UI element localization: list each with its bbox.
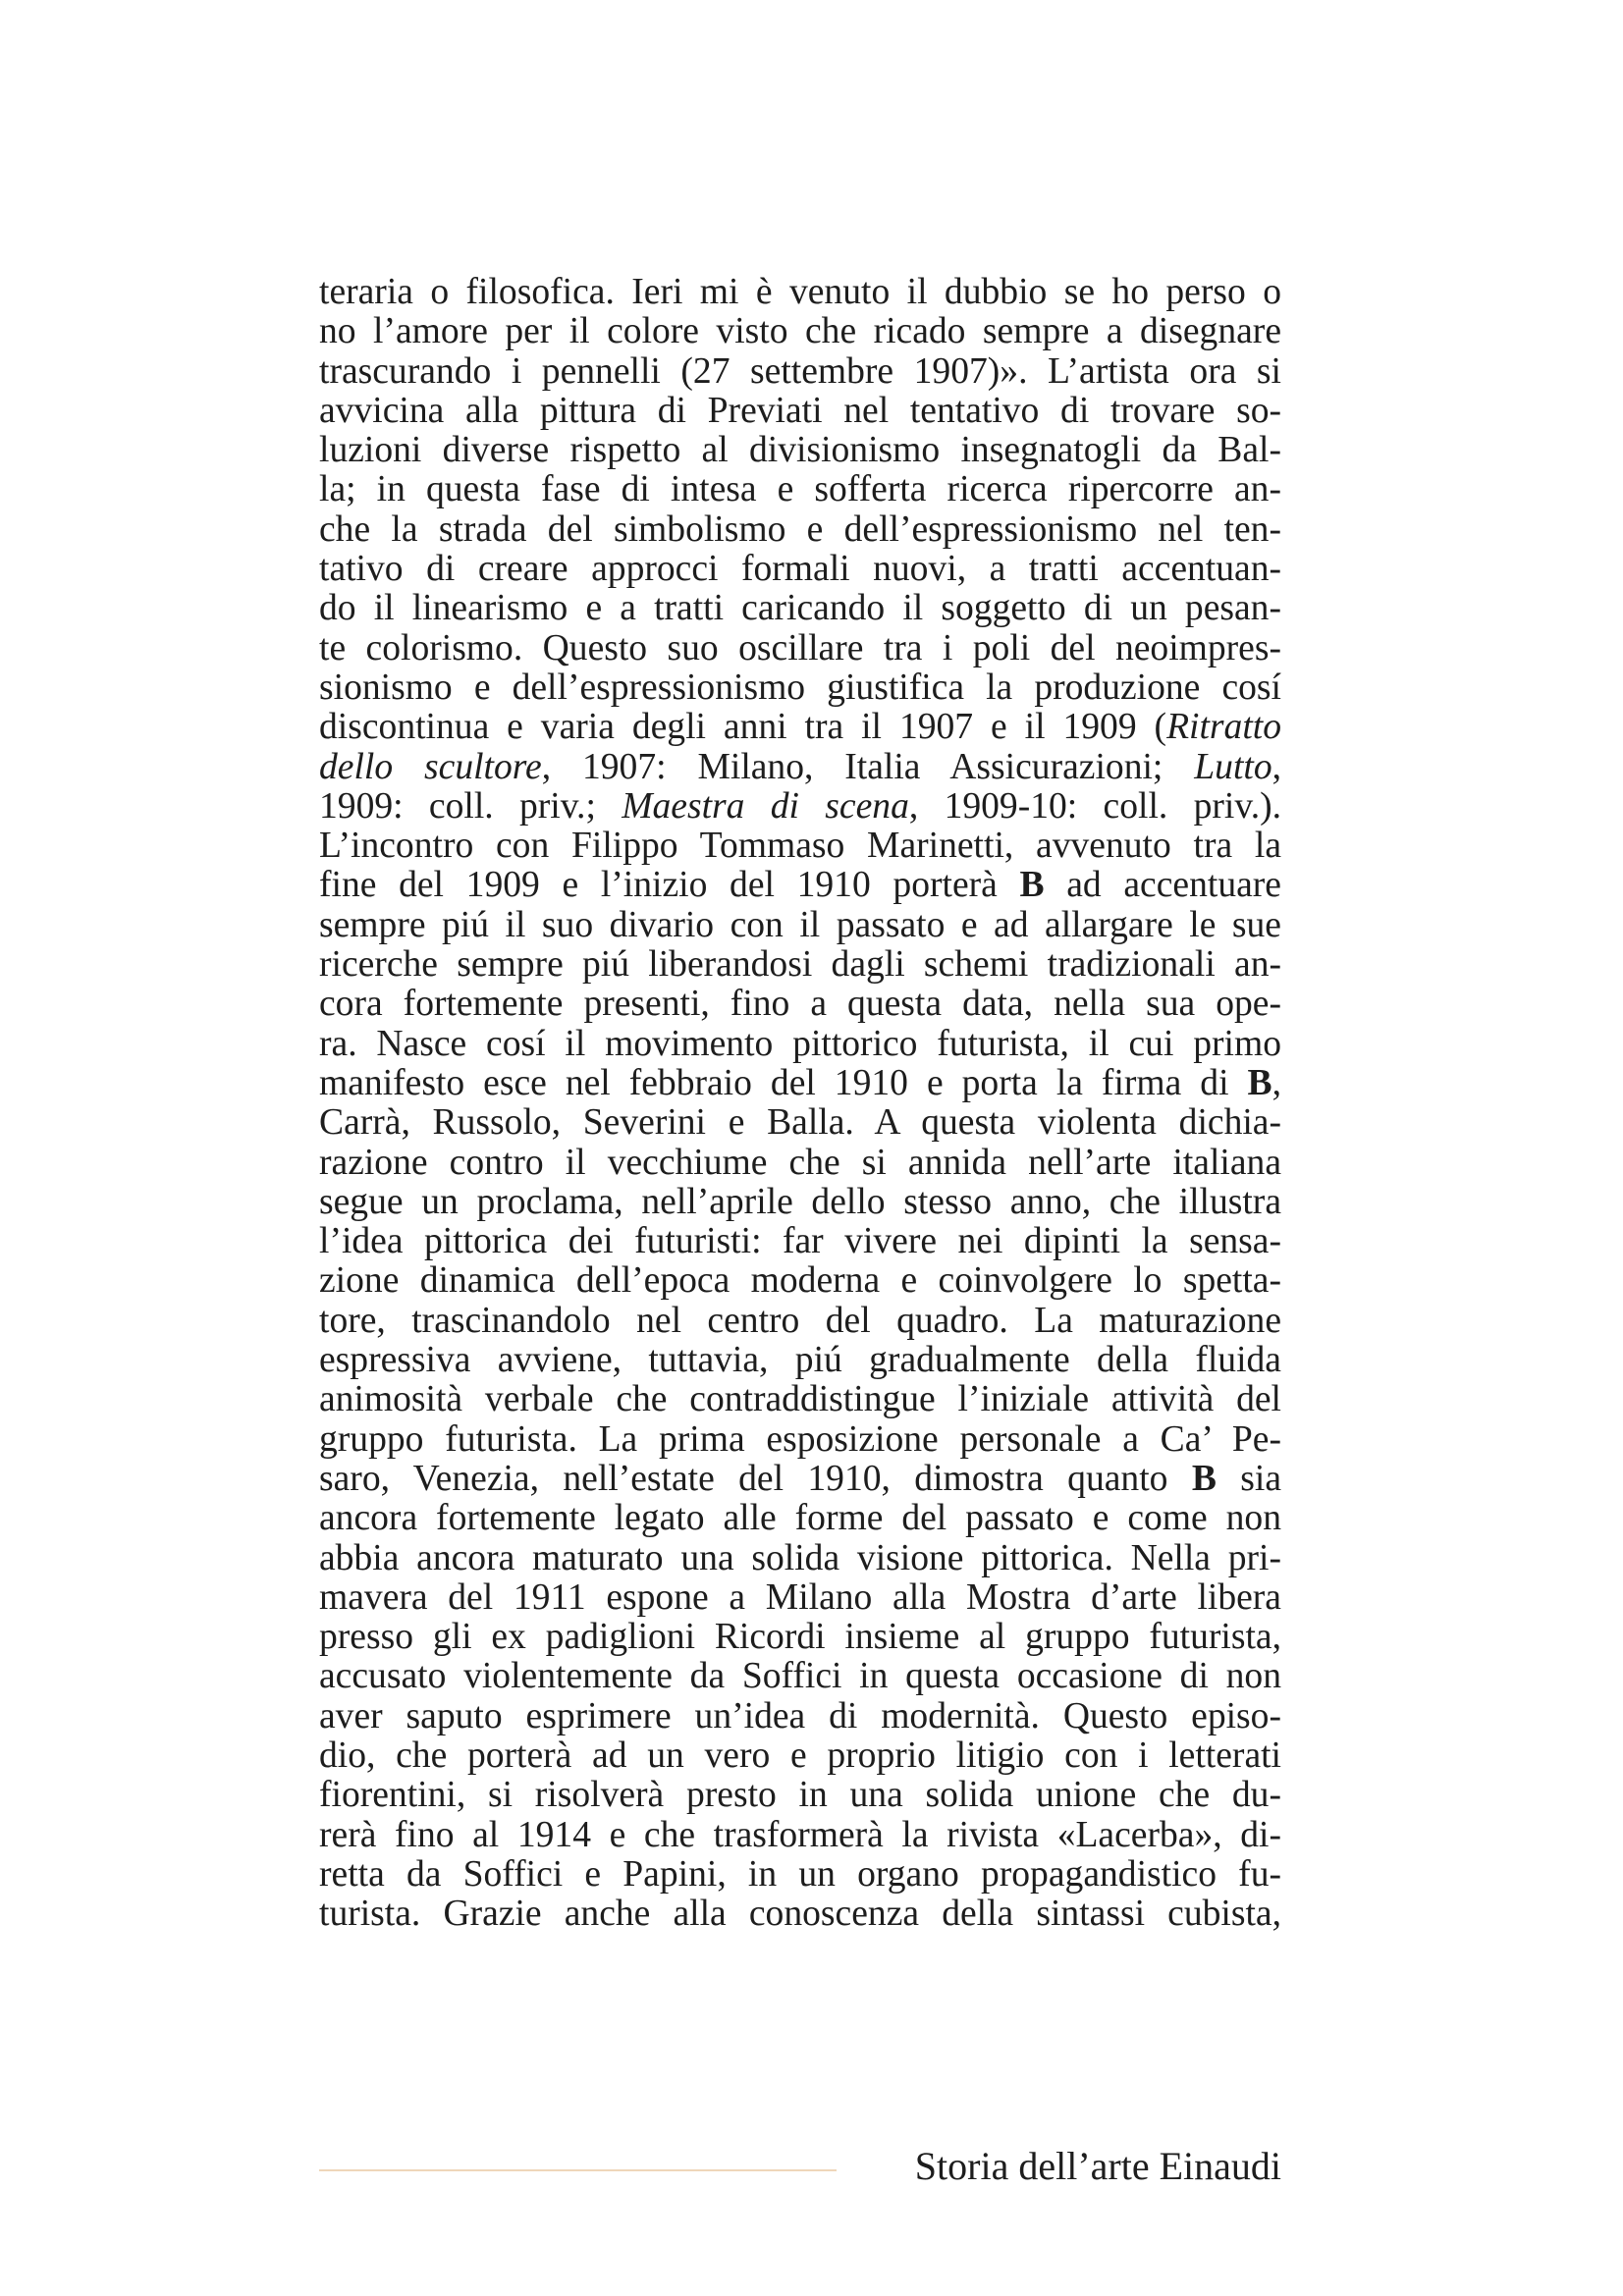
text-line xyxy=(319,1103,1281,1143)
text-run: discontinua e varia degli anni tra il 1907 e il 1909 ( xyxy=(319,707,1167,748)
text-line xyxy=(319,1539,1281,1578)
text-run: , 1907: Milano, Italia Assicurazioni; xyxy=(541,746,1195,787)
text-run: , xyxy=(1271,1062,1281,1103)
text-line xyxy=(319,392,1281,431)
text-run: do il linearismo e a tratti caricando il soggetto di un pesan- xyxy=(319,588,1281,629)
text-line xyxy=(319,510,1281,550)
text-run: la; in questa fase di intesa e sofferta ricerca ripercorre an- xyxy=(319,469,1281,510)
text-line xyxy=(319,470,1281,509)
text-line xyxy=(319,668,1281,708)
text-line xyxy=(319,708,1281,747)
text-line xyxy=(319,1261,1281,1301)
text-run: L’incontro con Filippo Tommaso Marinetti, avvenuto tra la xyxy=(319,826,1281,867)
text-line xyxy=(319,1776,1281,1815)
text-run: saro, Venezia, nell’estate del 1910, dimostra quanto xyxy=(319,1458,1192,1499)
text-run: luzioni diverse rispetto al divisionismo insegnatogli da Bal- xyxy=(319,430,1281,471)
text-line xyxy=(319,1380,1281,1419)
text-line xyxy=(319,1499,1281,1538)
text-line xyxy=(319,1460,1281,1499)
text-line xyxy=(319,550,1281,589)
text-line xyxy=(319,1341,1281,1380)
text-run: teraria o filosofica. Ieri mi è venuto il dubbio se ho perso o xyxy=(319,272,1281,312)
text-line xyxy=(319,1183,1281,1222)
text-line xyxy=(319,945,1281,985)
italic-artwork-title: Lutto xyxy=(1194,746,1272,787)
text-run: trascurando i pennelli (27 settembre 1907)». L’artista ora si xyxy=(319,350,1281,392)
bold-artist-initial: B xyxy=(1019,865,1045,906)
text-run: accusato violentemente da Soffici in questa occasione di non xyxy=(319,1656,1281,1697)
text-run: ra. Nasce cosí il movimento pittorico futurista, il cui primo xyxy=(319,1023,1281,1064)
text-run: gruppo futurista. La prima esposizione personale a Ca’ Pe- xyxy=(319,1418,1281,1460)
bold-artist-initial: B xyxy=(1191,1458,1217,1499)
text-line xyxy=(319,906,1281,945)
bold-artist-initial: B xyxy=(1247,1062,1272,1103)
text-run: turista. Grazie anche alla conoscenza della sintassi cubista, xyxy=(319,1894,1281,1935)
text-run: espressiva avviene, tuttavia, piú gradualmente della fluida xyxy=(319,1340,1281,1381)
text-line xyxy=(319,1736,1281,1776)
text-line xyxy=(319,1302,1281,1341)
text-line xyxy=(319,1064,1281,1103)
text-run: abbia ancora maturato una solida visione pittorica. Nella pri- xyxy=(319,1537,1281,1578)
text-line xyxy=(319,273,1281,312)
text-line xyxy=(319,1657,1281,1696)
text-run: aver saputo esprimere un’idea di modernità. Questo episo- xyxy=(319,1695,1281,1736)
footer-divider xyxy=(319,2169,837,2171)
footer-publication-title: Storia dell’arte Einaudi xyxy=(914,2144,1281,2188)
text-run: cora fortemente presenti, fino a questa data, nella sua ope- xyxy=(319,984,1281,1025)
text-line xyxy=(319,1222,1281,1261)
text-line xyxy=(319,1895,1281,1934)
text-run: retta da Soffici e Papini, in un organo propagandistico fu- xyxy=(319,1853,1281,1895)
text-line xyxy=(319,312,1281,351)
text-line xyxy=(319,589,1281,628)
text-run: sionismo e dell’espressionismo giustifica la produzione cosí xyxy=(319,667,1281,708)
text-run: l’idea pittorica dei futuristi: far vivere nei dipinti la sensa- xyxy=(319,1221,1281,1262)
text-run: avvicina alla pittura di Previati nel tentativo di trovare so- xyxy=(319,390,1281,431)
text-run: tore, trascinandolo nel centro del quadro. La maturazione xyxy=(319,1300,1281,1341)
text-run: fine del 1909 e l’inizio del 1910 porterà xyxy=(319,865,1020,906)
text-run: dio, che porterà ad un vero e proprio litigio con i letterati xyxy=(319,1735,1281,1776)
text-run: fiorentini, si risolverà presto in una solida unione che du- xyxy=(319,1775,1281,1816)
text-run: segue un proclama, nell’aprile dello stesso anno, che illustra xyxy=(319,1181,1281,1222)
text-line xyxy=(319,1025,1281,1064)
text-line xyxy=(319,1697,1281,1736)
text-run: sia xyxy=(1216,1458,1281,1499)
text-line xyxy=(319,1855,1281,1895)
italic-artwork-title: Ritratto xyxy=(1166,707,1281,748)
text-line xyxy=(319,1816,1281,1855)
text-run: rerà fino al 1914 e che trasformerà la rivista «Lacerba», di- xyxy=(319,1814,1281,1855)
text-run: Carrà, Russolo, Severini e Balla. A questa violenta dichia- xyxy=(319,1102,1281,1144)
body-text xyxy=(319,273,1281,1934)
text-run: te colorismo. Questo suo oscillare tra i poli del neoimpres- xyxy=(319,627,1281,668)
text-run: , xyxy=(1271,746,1282,787)
text-run: , 1909-10: coll. priv.). xyxy=(908,785,1282,827)
text-line xyxy=(319,1618,1281,1657)
text-line xyxy=(319,352,1281,392)
italic-artwork-title: Maestra di scena xyxy=(622,785,909,827)
text-run: zione dinamica dell’epoca moderna e coinvolgere lo spetta- xyxy=(319,1260,1281,1302)
text-run: 1909: coll. priv.; xyxy=(319,785,622,827)
text-run: razione contro il vecchiume che si annida nell’arte italiana xyxy=(319,1142,1281,1183)
text-run: mavera del 1911 espone a Milano alla Mostra d’arte libera xyxy=(319,1576,1281,1618)
text-line xyxy=(319,1420,1281,1460)
text-line xyxy=(319,985,1281,1024)
text-line xyxy=(319,866,1281,905)
text-run: manifesto esce nel febbraio del 1910 e porta la firma di xyxy=(319,1062,1248,1103)
text-run: che la strada del simbolismo e dell’espressionismo nel ten- xyxy=(319,508,1281,550)
text-run: ancora fortemente legato alle forme del passato e come non xyxy=(319,1498,1281,1539)
text-run: ricerche sempre piú liberandosi dagli schemi tradizionali an- xyxy=(319,944,1281,986)
italic-artwork-title: dello scultore xyxy=(319,746,542,787)
text-run: animosità verbale che contraddistingue l’iniziale attività del xyxy=(319,1379,1281,1420)
text-run: presso gli ex padiglioni Ricordi insieme al gruppo futurista, xyxy=(319,1617,1281,1658)
text-run: tativo di creare approcci formali nuovi, a tratti accentuan- xyxy=(319,549,1281,590)
text-line xyxy=(319,787,1281,827)
text-run: no l’amore per il colore visto che ricado sempre a disegnare xyxy=(319,311,1281,352)
text-line xyxy=(319,431,1281,470)
text-line xyxy=(319,748,1281,787)
text-line xyxy=(319,1578,1281,1618)
text-run: ad accentuare xyxy=(1044,865,1281,906)
text-line xyxy=(319,1144,1281,1183)
text-line xyxy=(319,629,1281,668)
text-line xyxy=(319,827,1281,866)
text-run: sempre piú il suo divario con il passato e ad allargare le sue xyxy=(319,904,1281,945)
